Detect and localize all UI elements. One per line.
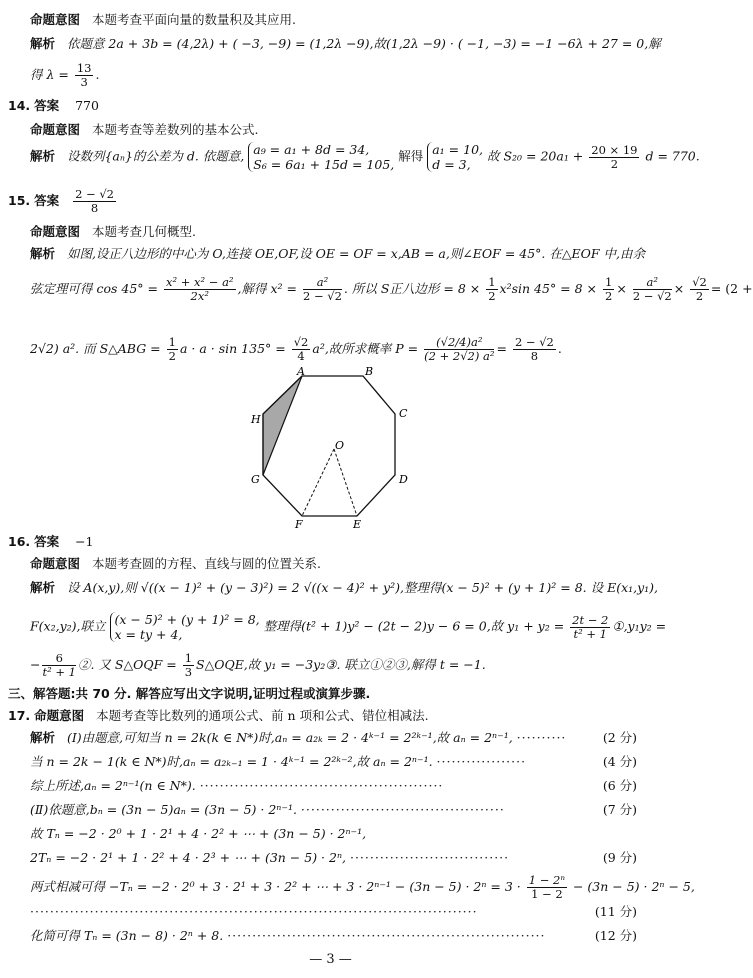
q17-intent [8, 708, 429, 724]
q17-line-3: 综上所述,aₙ = 2ⁿ⁻¹(n ∈ N*). ················································· (6 分) [30, 778, 637, 793]
answer-value: 770 [75, 98, 99, 113]
q16-analysis-3: − $\frac{6}{\text{t² + 1}}$ ②. 又 S△OQF = $\frac{1}{3}$ S△OQE,故 y₁ = −3y₂③. 联立①②③,解得 t = −1. [30, 651, 486, 679]
third-fraction: $\frac{1}{3}$ [184, 651, 193, 679]
label-e: E [353, 518, 362, 531]
x2-fraction: $\frac{\text{a²}}{2 - √2}$ [303, 275, 342, 303]
q15-analysis-3: 2√2) a². 而 S△ABG = $\frac{1}{2}$ a · a · sin 135° = $\frac{√2}{4}$ a²,故所求概率 P = $\frac{\text{(√2/4)a²}}{\text{(2 + 2√2) a²}}$ = $\frac{2 - √2}{8}$ . [30, 335, 562, 363]
label-d: D [399, 473, 408, 486]
analysis-text: 依题意 2a + 3b = (4,2λ) + ( −3, −9) = (1,2λ −9),故(1,2λ −9) · ( −1, −3) = −1 −6λ + 27 = 0,解 [66, 36, 661, 51]
step-text: (Ⅰ)由题意,可知当 n = 2k(k ∈ N*)时,aₙ = a₂ₖ = 2 · 4ᵏ⁻¹ = 2²ᵏ⁻¹,故 aₙ = 2ⁿ⁻¹, [66, 730, 513, 745]
segment-of [302, 449, 334, 516]
question-number: 17. [8, 708, 31, 723]
answer-label: 答案 [34, 98, 60, 113]
q15-analysis [30, 246, 645, 262]
solution-system: a₁ = 10, d = 3, [427, 142, 483, 172]
intent-label: 命题意图 [30, 12, 81, 27]
score: (9 分) [602, 850, 637, 865]
question-number: 15. [8, 193, 31, 208]
q15-intent [30, 224, 196, 240]
q17-line-1: 解析 (Ⅰ)由题意,可知当 n = 2k(k ∈ N*)时,aₙ = a₂ₖ = 2 · 4ᵏ⁻¹ = 2²ᵏ⁻¹,故 aₙ = 2ⁿ⁻¹, ·········· (2 分) [30, 730, 637, 745]
score: (6 分) [602, 778, 637, 793]
q16-answer [8, 534, 94, 550]
step-text: 综上所述,aₙ = 2ⁿ⁻¹(n ∈ N*). [30, 778, 196, 793]
score: (7 分) [602, 802, 637, 817]
label-b: B [365, 365, 374, 378]
label-f: F [295, 518, 303, 531]
step-text: 故 Tₙ = −2 · 2⁰ + 1 · 2¹ + 4 · 2² + ⋯ + (3n − 5) · 2ⁿ⁻¹, [30, 826, 367, 841]
answer-value: −1 [75, 534, 94, 549]
conclusion-text: 故 S₂₀ = 20a₁ + [486, 148, 584, 164]
answer-label: 答案 [34, 193, 60, 208]
q16-analysis [30, 580, 658, 596]
shaded-triangle-abg [263, 376, 302, 475]
intent-text: 本题考查圆的方程、直线与圆的位置关系. [91, 556, 321, 571]
equation-system: a₉ = a₁ + 8d = 34, S₆ = 6a₁ + 15d = 105, [248, 142, 394, 172]
q17-final: 化简可得 Tₙ = (3n − 8) · 2ⁿ + 8. ································································ (12 分) [30, 928, 637, 943]
solve-text: 解得 [398, 148, 424, 164]
q17-subtract: 两式相减可得 −Tₙ = −2 · 2⁰ + 3 · 2¹ + 3 · 2² + ⋯ + 3 · 2ⁿ⁻¹ − (3n − 5) · 2ⁿ = 3 · $\frac{\text{1 − 2ⁿ}}{1 - 2}$ − (3n − 5) · 2ⁿ − 5, [30, 873, 695, 901]
intent-text: 本题考查等差数列的基本公式. [91, 122, 259, 137]
segment-oe [334, 449, 357, 516]
score: (12 分) [594, 928, 637, 943]
probability-fraction: $\frac{\text{(√2/4)a²}}{\text{(2 + 2√2) a²}}$ [424, 335, 495, 363]
answer-fraction: $\frac{2 - √2}{8}$ [75, 187, 114, 215]
q13-intent [30, 12, 296, 28]
q13-analysis [30, 36, 661, 52]
q17-line-4: (Ⅱ)依题意,bₙ = (3n − 5)aₙ = (3n − 5) · 2ⁿ⁻¹. ········································· (7 分) [30, 802, 637, 817]
q13-analysis-2: 得 λ = $\frac{13}{3}$ . [30, 61, 100, 89]
octagon-figure [245, 365, 425, 535]
intent-label: 命题意图 [30, 224, 81, 239]
conclusion-end: d = 770. [645, 148, 700, 164]
q14-analysis [30, 142, 700, 172]
q17-subtract-score: ·························································································· (11 分) [30, 904, 637, 919]
intent-text: 本题考查等比数列的通项公式、前 n 项和公式、错位相减法. [96, 708, 429, 723]
half-fraction-2: $\frac{1}{2}$ [605, 275, 613, 303]
label-o: O [335, 439, 345, 452]
q16-analysis-2: F(x₂,y₂),联立 (x − 5)² + (y + 1)² = 8, x = ty + 4, 整理得(t² + 1)y² − (2t − 2)y − 6 = 0,故 y₁ + y₂ = $\frac{2t - 2}{\text{t² + 1}}$ ①,y₁y₂ = [30, 612, 667, 642]
question-number: 16. [8, 534, 31, 549]
final-text: 化简可得 Tₙ = (3n − 8) · 2ⁿ + 8. [30, 928, 224, 943]
q15-analysis-2: 弦定理可得 cos 45° = $\frac{\text{x² + x² − a²}}{\text{2x²}}$ ,解得 x² = $\frac{\text{a²}}{2 - √2}$ . 所以 S正八边形 = 8 × $\frac{1}{2}$ x²sin 45° = 8 × $\frac{1}{2}$ × $\frac{\text{a²}}{2 - √2}$ × $\frac{√2}{2}$ = (2 + [30, 275, 753, 303]
sqrt2-quarter-fraction: $\frac{√2}{4}$ [293, 335, 309, 363]
q16-intent [30, 556, 321, 572]
product-fraction: $\frac{6}{\text{t² + 1}}$ [42, 651, 76, 679]
lambda-fraction: $\frac{13}{3}$ [76, 61, 92, 89]
answer-fraction-2: $\frac{2 - √2}{8}$ [514, 335, 554, 363]
question-number: 14. [8, 98, 31, 113]
step-text: 2Tₙ = −2 · 2¹ + 1 · 2² + 4 · 2³ + ⋯ + (3n − 5) · 2ⁿ, [30, 850, 346, 865]
analysis-text: 设数列{aₙ}的公差为 d. 依题意, [66, 148, 245, 164]
label-a: A [297, 365, 305, 378]
conclusion-fraction: $\frac{20 \times 19}{2}$ [591, 142, 638, 171]
score: (4 分) [602, 754, 637, 769]
q14-intent [30, 122, 258, 138]
step-text: (Ⅱ)依题意,bₙ = (3n − 5)aₙ = (3n − 5) · 2ⁿ⁻¹. [30, 802, 297, 817]
score: (2 分) [602, 730, 637, 745]
half-fraction-3: $\frac{1}{2}$ [168, 335, 176, 363]
answer-label: 答案 [34, 534, 60, 549]
x2-fraction-2: $\frac{\text{a²}}{2 - √2}$ [632, 275, 672, 303]
q15-answer [8, 188, 118, 215]
analysis-label: 解析 [30, 730, 56, 745]
equation-system: (x − 5)² + (y + 1)² = 8, x = ty + 4, [110, 612, 260, 642]
analysis-label: 解析 [30, 246, 56, 261]
sqrt2-half-fraction: $\frac{√2}{2}$ [692, 275, 707, 303]
analysis-text-2: 得 λ = [30, 67, 69, 82]
label-h: H [251, 413, 261, 426]
q17-line-2: 当 n = 2k − 1(k ∈ N*)时,aₙ = a₂ₖ₋₁ = 1 · 4ᵏ⁻¹ = 2²ᵏ⁻²,故 aₙ = 2ⁿ⁻¹. ·················· (4 分) [30, 754, 637, 769]
section-heading: 三、解答题:共 70 分. 解答应写出文字说明,证明过程或演算步骤. [8, 686, 371, 701]
analysis-label: 解析 [30, 148, 56, 164]
analysis-label: 解析 [30, 580, 56, 595]
half-fraction: $\frac{1}{2}$ [488, 275, 496, 303]
q17-line-5 [30, 826, 366, 842]
analysis-text: 如图,设正八边形的中心为 O,连接 OE,OF,设 OE = OF = x,AB = a,则∠EOF = 45°. 在△EOF 中,由余 [66, 246, 645, 261]
geometric-sum-fraction: $\frac{\text{1 − 2ⁿ}}{1 - 2}$ [528, 873, 565, 901]
page-number: — 3 — [309, 952, 352, 967]
intent-text: 本题考查平面向量的数量积及其应用. [91, 12, 296, 27]
analysis-text: 设 A(x,y),则 √((x − 1)² + (y − 3)²) = 2 √((x − 4)² + y²),整理得(x − 5)² + (y + 1)² = 8. 设 E(x₁,y₁), [66, 580, 659, 595]
intent-text: 本题考查几何概型. [91, 224, 196, 239]
cos-fraction: $\frac{\text{x² + x² − a²}}{\text{2x²}}$ [165, 275, 234, 303]
score: (11 分) [594, 904, 637, 919]
label-c: C [399, 407, 408, 420]
q17-line-6: 2Tₙ = −2 · 2¹ + 1 · 2² + 4 · 2³ + ⋯ + (3n − 5) · 2ⁿ, ································ (9 分) [30, 850, 637, 865]
label-g: G [251, 473, 260, 486]
intent-label: 命题意图 [30, 122, 81, 137]
sum-fraction: $\frac{2t - 2}{\text{t² + 1}}$ [572, 612, 609, 641]
step-text: 当 n = 2k − 1(k ∈ N*)时,aₙ = a₂ₖ₋₁ = 1 · 4ᵏ⁻¹ = 2²ᵏ⁻²,故 aₙ = 2ⁿ⁻¹. [30, 754, 433, 769]
intent-label: 命题意图 [34, 708, 85, 723]
intent-label: 命题意图 [30, 556, 81, 571]
analysis-label: 解析 [30, 36, 56, 51]
q14-answer [8, 98, 99, 114]
